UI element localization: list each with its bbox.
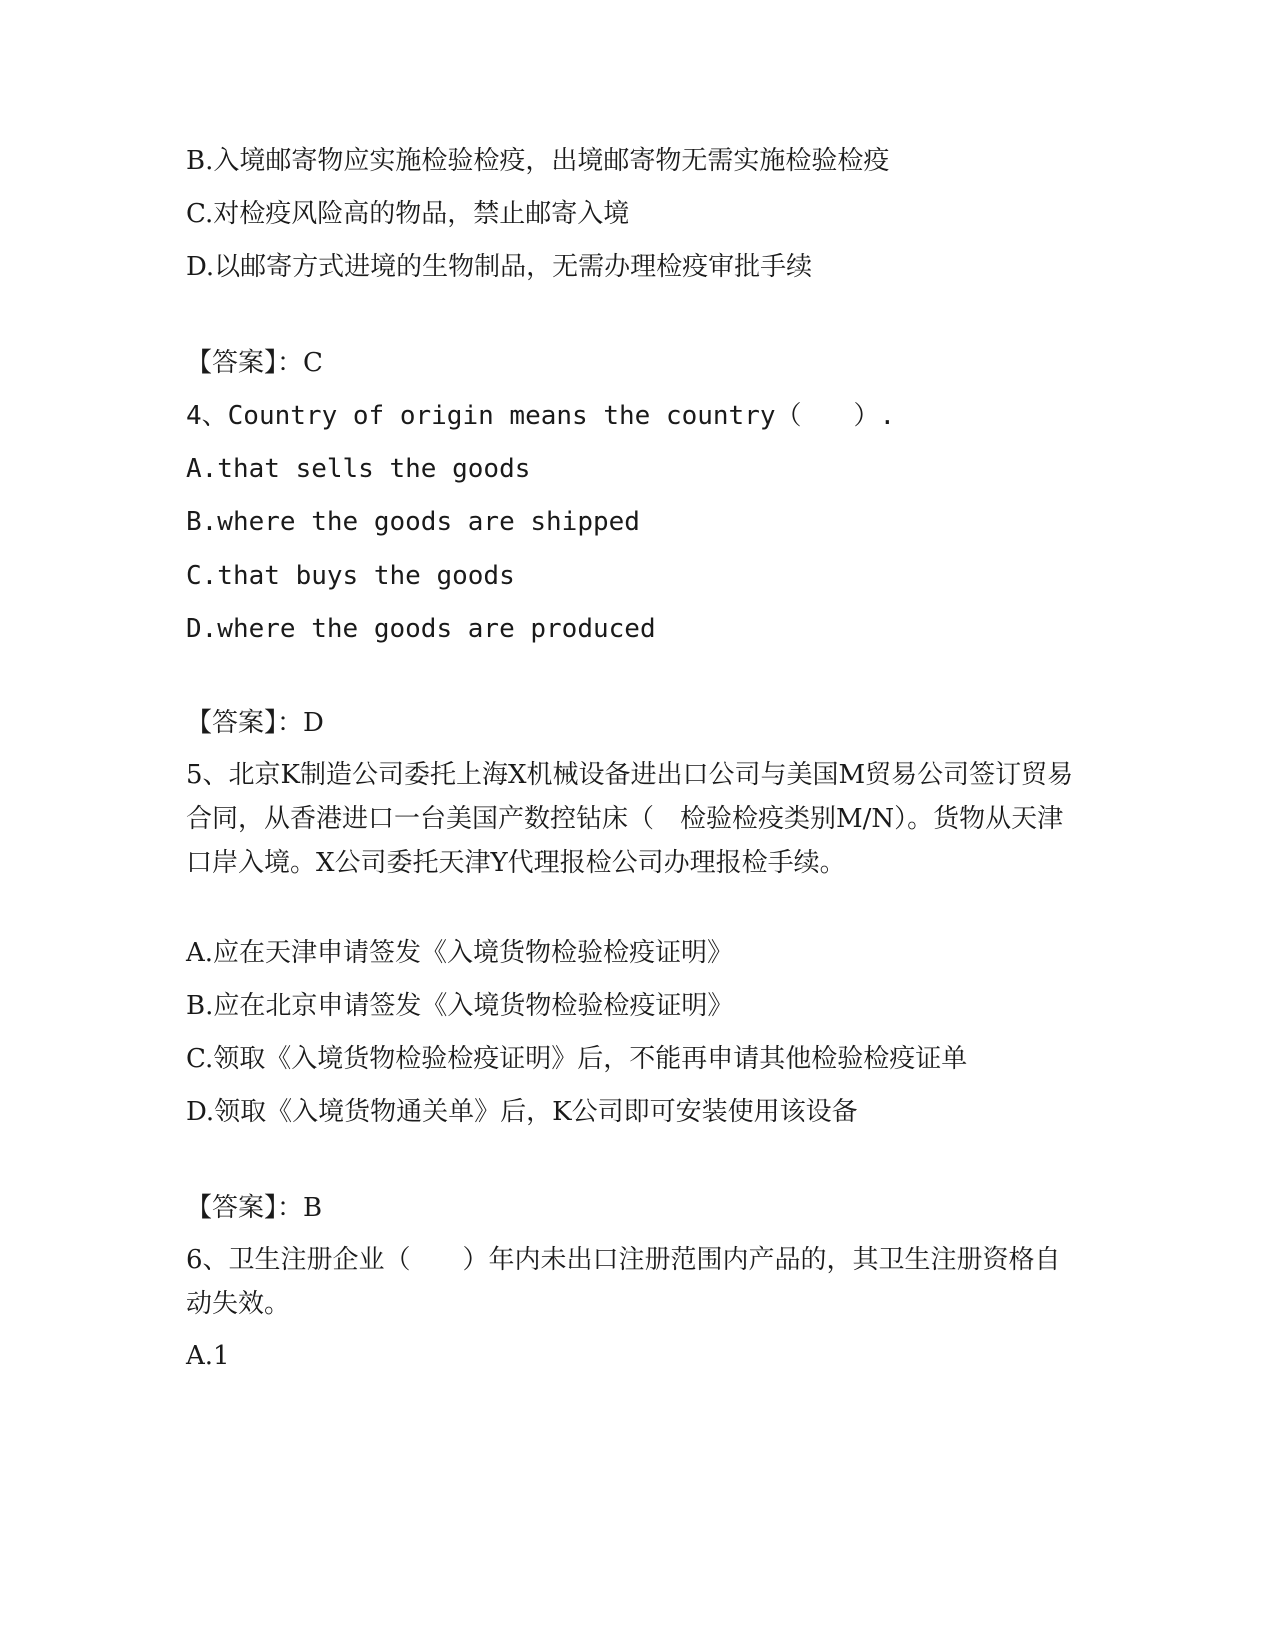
q6-option-a: A.1 [186,1341,230,1371]
q5-answer: 【答案】：B [186,1193,323,1223]
q5-question: 5、北京K制造公司委托上海X机械设备进出口公司与美国M贸易公司签订贸易合同，从香港进口一台美国产数控钻床（ 检验检疫类别M/N）。货物从天津口岸入境。X公司委托天津Y代理报检公司办理报检手续。 [186,760,1074,878]
q3-option-d: D.以邮寄方式进境的生物制品，无需办理检疫审批手续 [186,252,813,282]
q3-answer: 【答案】：C [186,348,323,378]
q5-option-c: C.领取《入境货物检验检疫证明》后，不能再申请其他检验检疫证单 [186,1044,968,1074]
q5-option-d: D.领取《入境货物通关单》后，K公司即可安装使用该设备 [186,1097,858,1127]
q5-option-b: B.应在北京申请签发《入境货物检验检疫证明》 [186,991,734,1021]
q4-answer: 【答案】：D [186,708,324,738]
q4-option-d: D.where the goods are produced [186,614,656,644]
q6-question: 6、卫生注册企业（ ）年内未出口注册范围内产品的，其卫生注册资格自动失效。 [186,1245,1061,1319]
q4-option-a: A.that sells the goods [186,454,531,484]
q5-option-a: A.应在天津申请签发《入境货物检验检疫证明》 [186,938,734,968]
q4-option-c: C.that buys the goods [186,561,515,591]
q3-option-c: C.对检疫风险高的物品，禁止邮寄入境 [186,199,630,229]
q3-option-b: B.入境邮寄物应实施检验检疫，出境邮寄物无需实施检验检疫 [186,146,890,176]
q4-option-b: B.where the goods are shipped [186,507,640,537]
q4-question: 4、Country of origin means the country（ ）. [186,401,896,431]
